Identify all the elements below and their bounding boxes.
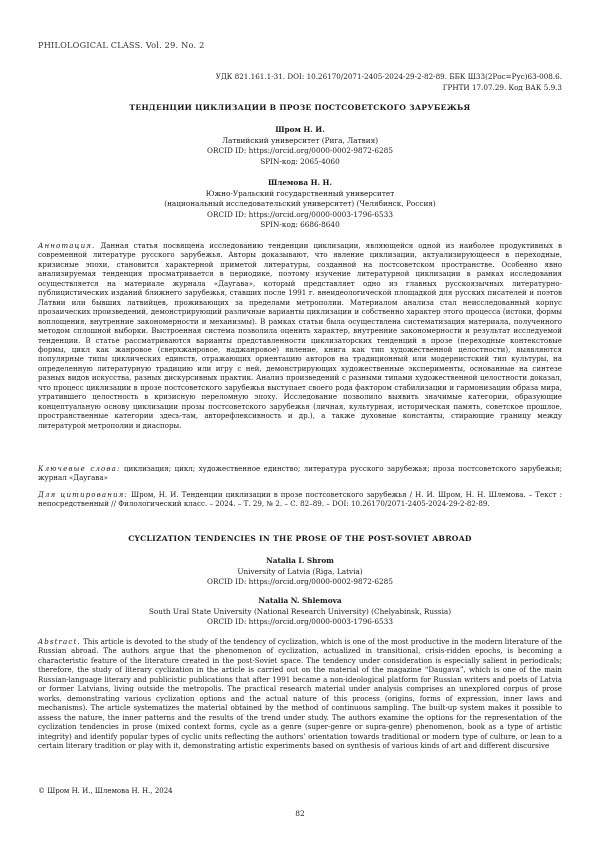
en-author1-block <box>38 556 562 588</box>
ru-author1-spin: SPIN-код: 2065-4060 <box>260 156 340 166</box>
ru-author1-name: Шром Н. И. <box>275 125 325 134</box>
ru-author1-orcid: ORCID ID: https://orcid.org/0000-0002-9872-6285 <box>207 146 393 155</box>
ru-author2-block <box>38 178 562 231</box>
ru-keywords <box>38 464 562 483</box>
ru-abstract-label: Аннотация. <box>38 241 96 250</box>
en-author1-affiliation: University of Latvia (Riga, Latvia) <box>237 566 363 576</box>
ru-keywords-text: циклизация; цикл; художественное единство; литература русского зарубежья; проза постсоветского зарубежья; журнал «Даугава» <box>38 464 562 483</box>
en-author2-block <box>38 596 562 628</box>
running-header: PHILOLOGICAL CLASS. Vol. 29. No. 2 <box>38 40 205 50</box>
page <box>38 0 562 848</box>
ru-author2-name: Шлемова Н. Н. <box>268 178 332 187</box>
ru-author2-orcid: ORCID ID: https://orcid.org/0000-0003-1796-6533 <box>207 209 393 219</box>
grnti-line: ГРНТИ 17.07.29. Код ВАК 5.9.3 <box>442 82 562 92</box>
ru-title: ТЕНДЕНЦИИ ЦИКЛИЗАЦИИ В ПРОЗЕ ПОСТСОВЕТСКОГО ЗАРУБЕЖЬЯ <box>129 103 471 112</box>
ru-author1-affiliation: Латвийский университет (Рига, Латвия) <box>221 135 379 145</box>
en-title: CYCLIZATION TENDENCIES IN THE PROSE OF THE POST-SOVIET ABROAD <box>128 534 472 543</box>
classification-codes <box>38 72 562 93</box>
ru-author2-affiliation1: Южно-Уральский государственный университет <box>205 188 395 198</box>
ru-abstract <box>38 241 562 430</box>
en-author1-orcid: ORCID ID: https://orcid.org/0000-0002-9872-6285 <box>207 577 393 586</box>
ru-citation <box>38 490 562 509</box>
ru-abstract-text: Данная статья посвящена исследованию тенденции циклизации, являющейся одной из наиболее продуктивных в современной литературе русского зарубежья. Авторы доказывают, что явление циклизации, актуализирующееся в переходные, кризисные эпохи, становится характерной приметой литературы, созданной на постсоветском пространстве. Особенно явно анализируемая тенденция просматривается в периодике, поэтому изучение литературной циклизации в рамках исследования осуществляется на материале журнала «Даугава», который представляет одно из главных русскоязычных литературно-публицистических изданий ближнего зарубежья, ставших после 1991 г. внеидеологической площадкой для русских писателей и поэтов Латвии или бывших латвийцев, проживающих за пределами метрополии. Материалом анализа стал неисследованный корпус прозаических произведений, демонстрирующий различные варианты циклизации и собственно характер этого процесса (истоки, формы воплощения, внутренние закономерности и механизмы). В рамках статьи была осуществлена систематизация материала, полученного методом сплошной выборки. Выстроенная система позволила оценить характер, внутренние закономерности и результат исследуемой тенденции. В статье рассматриваются варианты представленности циклизаторских тенденций в прозе (переходные контекстовые формы, цикл как жанровое (сверхжанровое, наджанровое) явление, книга как тип художественной целостности), выявляются популярные типы циклических единств, отражающих ориентацию авторов на традиционный или модернистский тип культуры, на определенную литературную традицию или игру с ней, демонстрирующих художественные эксперименты, основанные на синтезе разных видов искусства, разных дискурсивных практик. Анализ произведений с разными типами художественной целостности доказал, что процесс циклизации в прозе постсоветского зарубежья выступает своего рода фактором стабилизации и гармонизации образа мира, утратившего целостность в кризисную переломную эпоху. Исследование позволило выявить значимые категории, образующие концептуальную основу циклизации прозы постсоветского зарубежья (личная, культурная, историческая память, советское прошлое, пространственные категории здесь-там, авторефлексивность и др.), а также духовные константы, стирающие границу между литературой метрополии и диаспоры. <box>38 241 562 430</box>
udc-line: УДК 821.161.1-31. DOI: 10.26170/2071-2405-2024-29-2-82-89. ББК Ш33(2Рос=Рус)63-008.6. <box>215 72 562 81</box>
ru-keywords-label: Ключевые слова: <box>38 464 121 473</box>
copyright: © Шром Н. И., Шлемова Н. Н., 2024 <box>38 787 173 795</box>
ru-author1-block <box>38 125 562 167</box>
page-number: 82 <box>295 809 305 818</box>
ru-author2-affiliation2: (национальный исследовательский университет) (Челябинск, Россия) <box>164 199 436 208</box>
en-author2-orcid: ORCID ID: https://orcid.org/0000-0003-1796-6533 <box>207 617 393 626</box>
ru-citation-text: Шром, Н. И. Тенденции циклизации в прозе постсоветского зарубежья / Н. И. Шром, Н. Н. Шлемова. – Текст : непосредственный // Филологический класс. – 2024. – Т. 29, № 2. – С. 82–89. – DOI: 10.26170/2071-2405-2024-29-2-82-89. <box>38 490 562 509</box>
ru-author2-spin: SPIN-код: 6686-8640 <box>260 220 340 229</box>
en-abstract-label: Abstract. <box>38 637 81 646</box>
en-abstract <box>38 637 562 750</box>
en-author2-affiliation: South Ural State University (National Research University) (Chelyabinsk, Russia) <box>148 606 452 616</box>
en-author1-name: Natalia I. Shrom <box>266 556 334 565</box>
en-abstract-text: This article is devoted to the study of the tendency of cyclization, which is one of the most productive in the modern literature of the Russian abroad. The authors argue that the phenomenon of cyclization, actualized in transitional, crisis-ridden epochs, is becoming a characteristic feature of the literature created in the post-Soviet space. The tendency under consideration is especially salient in periodicals; therefore, the study of literary cyclization in the article is carried out on the material of the magazine “Daugava”, which is one of the main Russian-language literary and publicistic publications that after 1991 became a non-ideological platform for Russian writers and poets of Latvia or former Latvians, living outside the metropolis. The practical research material under analysis comprises an unexplored corpus of prose works, demonstrating various cyclization options and the actual nature of this process (origins, forms of expression, inner laws and mechanisms). The article systematizes the material obtained by the method of continuous sampling. The built-up system makes it possible to assess the nature, the inner patterns and the results of the trend under study. The authors examine the options for the representation of the cyclization tendencies in prose (mixed context forms, cycle as a genre (super-genre or supra-genre) phenomenon, book as a type of artistic integrity) and identify popular types of cyclic units reflecting the authors’ orientation towards traditional or modern type of culture, or lean to a certain literary tradition or play with it, demonstrating artistic experiments based on synthesis of various kinds of art and different discursive <box>38 637 562 750</box>
ru-citation-label: Для цитирования: <box>38 490 128 499</box>
en-author2-name: Natalia N. Shlemova <box>258 596 342 605</box>
